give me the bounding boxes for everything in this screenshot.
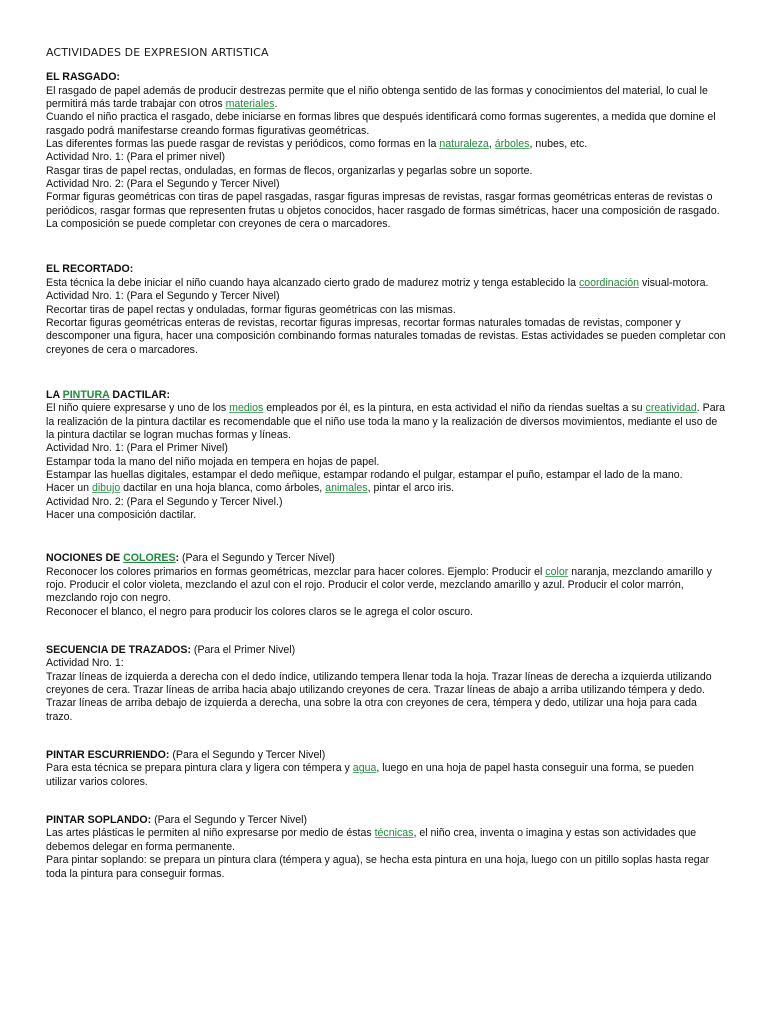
link-pintura[interactable]: PINTURA xyxy=(62,388,110,401)
section-heading: PINTAR SOPLANDO: xyxy=(46,814,152,827)
paragraph: Hacer una composición dactilar. xyxy=(46,508,197,521)
link-color[interactable]: color xyxy=(545,565,569,578)
paragraph xyxy=(46,827,726,854)
activity-label: Actividad Nro. 2: (Para el Segundo y Tercer Nivel.) xyxy=(46,495,283,508)
link-materiales[interactable]: materiales xyxy=(225,98,275,111)
document-page xyxy=(46,46,726,906)
section-heading xyxy=(46,389,726,402)
paragraph: Formar figuras geométricas con tiras de papel rasgadas, rasgar figuras impresas de revistas, rasgar formas geométricas enteras de revistas o periódicos, rasgar formas que representen frutas u objetos conocidos, hacer rasgado de formas simétricas, hacer una composición de rasgado. La composición se puede completar con creyones de cera o marcadores. xyxy=(46,191,720,231)
section-trazados xyxy=(46,644,726,724)
paragraph: Para pintar soplando: se prepara un pintura clara (témpera y agua), se hecha esta pintura en una hoja, luego con un pitillo soplas hasta regar toda la pintura para conseguir formas. xyxy=(46,854,710,880)
link-tecnicas[interactable]: técnicas xyxy=(374,827,414,840)
section-heading-line xyxy=(46,749,726,762)
text-run: . Para la realización de la pintura dactilar es recomendable que el niño use toda la mano y la realización de diversos movimientos, mediante el uso de la pintura dactilar se logran muchas formas y líneas. xyxy=(46,402,726,441)
paragraph xyxy=(46,402,726,442)
text-run: , el niño crea, inventa o imagina y estas son actividades que debemos delegar en forma permanente. xyxy=(46,827,697,853)
text-run: LA xyxy=(46,388,63,401)
section-heading: PINTAR ESCURRIENDO: xyxy=(46,749,170,762)
text-run: El niño quiere expresarse y uno de los xyxy=(46,402,230,415)
text-run: , luego en una hoja de papel hasta conseguir una forma, se pueden utilizar varios colores. xyxy=(46,762,694,788)
text-run: Las diferentes formas las puede rasgar de revistas y periódicos, como formas en la xyxy=(46,138,440,151)
text-run: . xyxy=(274,98,278,111)
text-run: empleados por él, es la pintura, en esta actividad el niño da riendas sueltas a su xyxy=(263,402,646,415)
level-note: (Para el Segundo y Tercer Nivel) xyxy=(151,814,307,827)
text-run: naranja, mezclando amarillo y rojo. Producir el color violeta, mezclando el azul con el rojo. Producir el color verde, mezclando amarillo y azul. Producir el color marrón, mezclando rojo con negro. xyxy=(46,565,712,605)
activity-label: Actividad Nro. 1: xyxy=(46,657,124,670)
paragraph: Recortar figuras geométricas enteras de revistas, recortar figuras impresas, recortar formas naturales tomadas de revistas, componer y descomponer una figura, hacer una composición combinando formas naturales tomadas de revistas. Estas actividades se pueden completar con creyones de cera o marcadores. xyxy=(46,316,726,356)
paragraph: Estampar las huellas digitales, estampar el dedo meñique, estampar rodando el pulgar, estampar el puño, estampar el lado de la mano. xyxy=(46,468,683,481)
text-run: , pintar el arco iris. xyxy=(367,482,455,495)
text-run: : xyxy=(175,552,180,565)
section-colores xyxy=(46,552,726,619)
text-run: Esta técnica la debe iniciar el niño cuando haya alcanzado cierto grado de madurez motriz y tenga establecido la xyxy=(46,276,579,289)
paragraph xyxy=(46,277,726,290)
text-run: DACTILAR: xyxy=(109,388,170,401)
paragraph: Trazar líneas de izquierda a derecha con el dedo índice, utilizando tempera llenar toda la hoja. Trazar líneas de derecha a izquierda utilizando creyones de cera. Trazar líneas de arriba hacia abajo utilizando creyones de cera. Trazar líneas de abajo a arriba utilizando témpera y dedo. Trazar líneas de arriba debajo de izquierda a derecha, una sobre la otra con creyones de cera, témpera y dedo, utilizar una hoja para cada trazo. xyxy=(46,670,712,723)
section-heading: SECUENCIA DE TRAZADOS: xyxy=(46,644,191,657)
link-arboles[interactable]: árboles xyxy=(494,138,530,151)
activity-label: Actividad Nro. 1: (Para el Primer Nivel) xyxy=(46,442,228,455)
level-note: (Para el Primer Nivel) xyxy=(190,644,296,657)
paragraph xyxy=(46,566,726,606)
text-run: Para esta técnica se prepara pintura clara y ligera con témpera y xyxy=(46,762,353,775)
text-run: Hacer un xyxy=(46,482,92,495)
section-heading: EL RASGADO: xyxy=(46,71,120,84)
link-coordinacion[interactable]: coordinación xyxy=(578,276,640,289)
activity-label: Actividad Nro. 1: (Para el primer nivel) xyxy=(46,151,225,164)
text-run: Las artes plásticas le permiten al niño expresarse por medio de éstas xyxy=(46,827,375,840)
paragraph xyxy=(46,138,726,151)
text-run: , nubes, etc. xyxy=(529,138,588,151)
link-medios[interactable]: medios xyxy=(229,402,264,415)
section-pintura-dactilar xyxy=(46,389,726,522)
paragraph xyxy=(46,85,726,112)
paragraph: Estampar toda la mano del niño mojada en tempera en hojas de papel. xyxy=(46,455,380,468)
link-dibujo[interactable]: dibujo xyxy=(91,482,121,495)
link-colores[interactable]: COLORES xyxy=(123,552,176,565)
paragraph: Recortar tiras de papel rectas y onduladas, formar figuras geométricas con las mismas. xyxy=(46,303,456,316)
text-run: , xyxy=(488,138,495,151)
link-agua[interactable]: agua xyxy=(352,762,377,775)
section-recortado xyxy=(46,263,726,356)
link-animales[interactable]: animales xyxy=(325,482,368,495)
section-escurriendo xyxy=(46,749,726,789)
level-note: (Para el Segundo y Tercer Nivel) xyxy=(179,552,335,565)
paragraph xyxy=(46,482,726,495)
text-run: visual-motora. xyxy=(639,276,709,289)
link-creatividad[interactable]: creatividad xyxy=(645,402,697,415)
activity-label: Actividad Nro. 1: (Para el Segundo y Tercer Nivel) xyxy=(46,290,280,303)
link-naturaleza[interactable]: naturaleza xyxy=(439,138,489,151)
section-heading-line xyxy=(46,814,726,827)
section-heading-line xyxy=(46,644,726,657)
section-heading-line xyxy=(46,552,726,565)
paragraph: Reconocer el blanco, el negro para producir los colores claros se le agrega el color oscuro. xyxy=(46,605,473,618)
activity-label: Actividad Nro. 2: (Para el Segundo y Tercer Nivel) xyxy=(46,178,280,191)
document-title: ACTIVIDADES DE EXPRESION ARTISTICA xyxy=(46,46,269,59)
paragraph: Cuando el niño practica el rasgado, debe iniciarse en formas libres que después identificará como formas sugerentes, a medida que domine el rasgado podrá manifestarse creando formas figurativas geométricas. xyxy=(46,111,716,137)
text-run: El rasgado de papel además de producir destrezas permite que el niño obtenga sentido de las formas y conocimientos del material, lo cual le permitirá más tarde trabajar con otros xyxy=(46,84,708,111)
section-heading: NOCIONES DE xyxy=(46,552,124,565)
paragraph xyxy=(46,762,726,789)
section-heading: EL RECORTADO: xyxy=(46,263,134,276)
section-rasgado xyxy=(46,71,726,231)
text-run: Reconocer los colores primarios en formas geométricas, mezclar para hacer colores. Ejemplo: Producir el xyxy=(46,565,546,578)
level-note: (Para el Segundo y Tercer Nivel) xyxy=(169,749,326,762)
section-soplando xyxy=(46,814,726,881)
paragraph: Rasgar tiras de papel rectas, onduladas, en formas de flecos, organizarlas y pegarlas sobre un soporte. xyxy=(46,164,533,177)
text-run: dactilar en una hoja blanca, como árboles, xyxy=(120,482,326,495)
